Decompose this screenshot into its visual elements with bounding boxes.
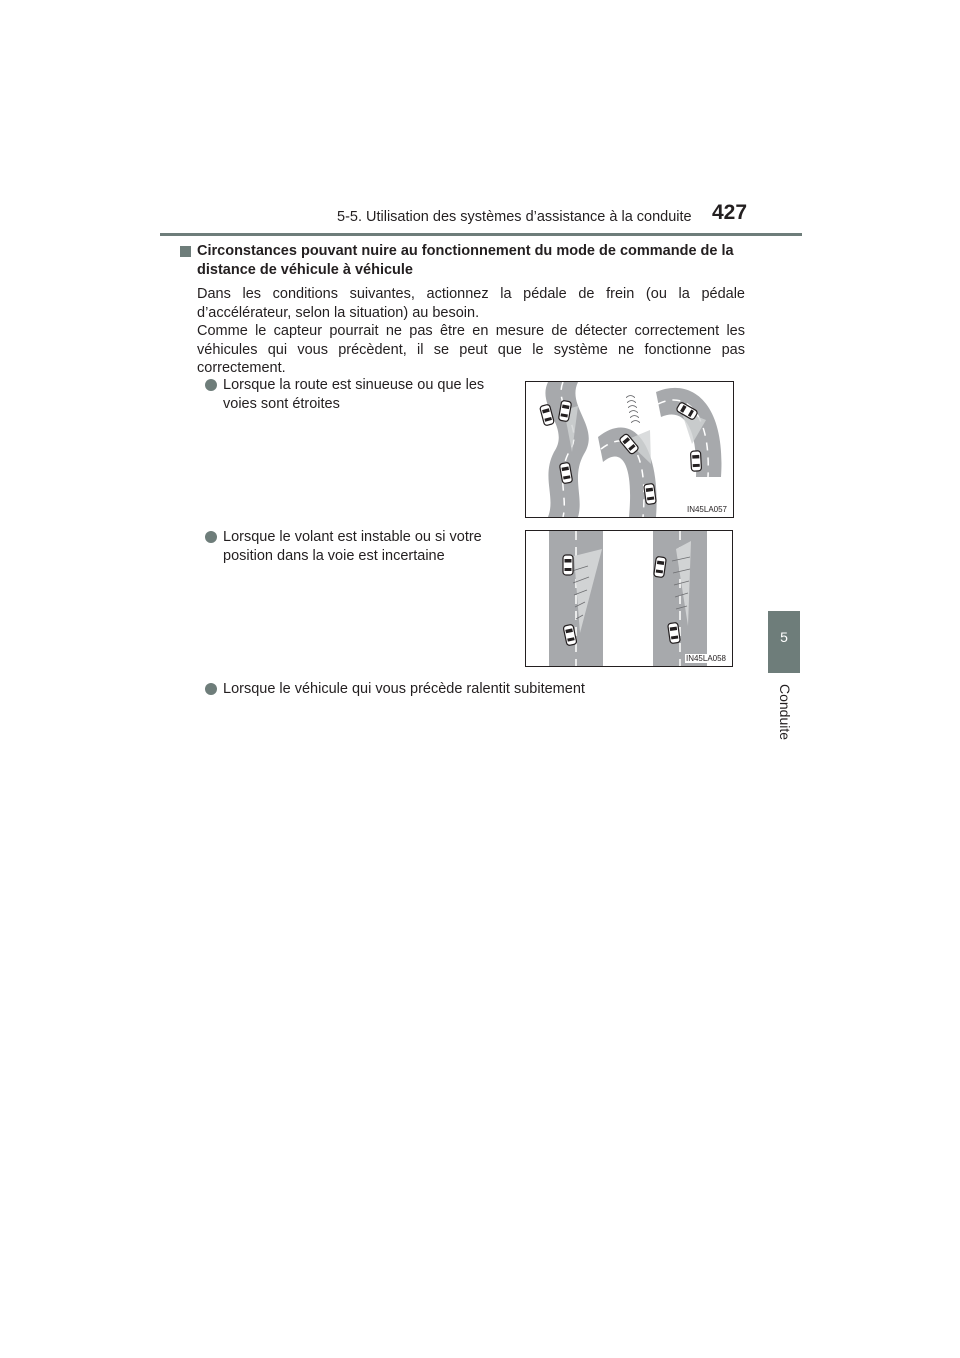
chapter-label: Conduite — [777, 683, 793, 741]
curved-roads-illustration-icon — [526, 382, 733, 517]
bullet-item-3 — [223, 680, 763, 699]
figure-code: IN45LA057 — [686, 505, 727, 514]
section-paragraph-1: Dans les conditions suivantes, actionnez la pédale de frein (ou la pédale d’accélérateur, selon la situation) au besoin. — [197, 286, 745, 321]
straight-lanes-illustration-icon — [526, 531, 732, 666]
bullet-text-3: Lorsque le véhicule qui vous précède ralentit subitement — [223, 681, 585, 697]
chapter-number: 5 — [780, 629, 788, 645]
bullet-item-2 — [223, 528, 513, 565]
figure-curved-roads — [525, 381, 734, 518]
section-circonstances — [197, 242, 745, 378]
bullet-dot-icon — [205, 683, 217, 695]
chapter-tab — [768, 611, 800, 673]
page-number: 427 — [712, 201, 748, 224]
header-section-title: 5-5. Utilisation des systèmes d’assistance à la conduite — [337, 209, 692, 225]
bullet-dot-icon — [205, 531, 217, 543]
section-body — [197, 285, 745, 378]
bullet-text-1: Lorsque la route est sinueuse ou que les voies sont étroites — [223, 377, 485, 412]
section-title: Circonstances pouvant nuire au fonctionnement du mode de commande de la distance de véhicule à véhicule — [197, 243, 734, 278]
section-square-marker-icon — [180, 246, 191, 257]
bullet-dot-icon — [205, 379, 217, 391]
bullet-text-2: Lorsque le volant est instable ou si votre position dans la voie est incertaine — [223, 529, 482, 564]
bullet-item-1 — [223, 376, 513, 413]
section-paragraph-2: Comme le capteur pourrait ne pas être en mesure de détecter correctement les véhicules qui vous précèdent, il se peut que le système ne fonctionne pas correctement. — [197, 323, 745, 376]
header-divider — [160, 233, 802, 236]
figure-code: IN45LA058 — [685, 654, 726, 663]
figure-straight-lanes — [525, 530, 733, 667]
